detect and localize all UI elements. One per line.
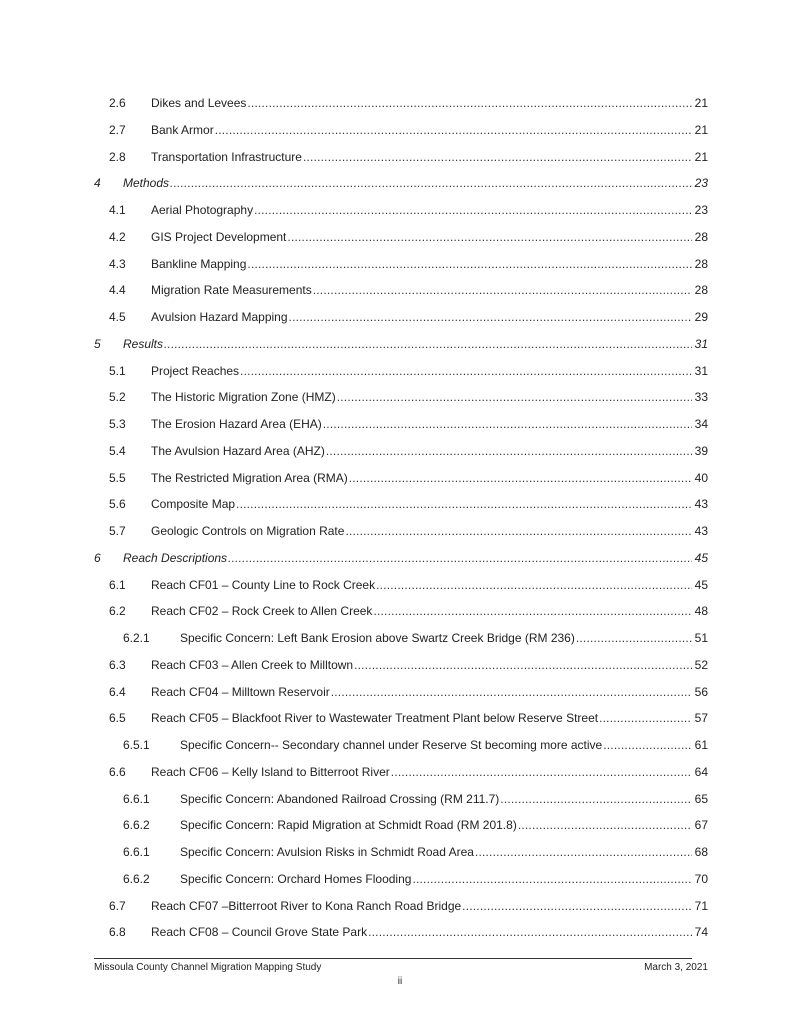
toc-entry-number: 5.4 [109, 443, 126, 458]
toc-entry-title-wrap [151, 281, 692, 299]
toc-entry[interactable] [0, 576, 800, 594]
toc-entry-page: 70 [694, 871, 708, 886]
toc-entry-page: 74 [694, 925, 708, 940]
toc-entry[interactable] [0, 683, 800, 701]
toc-dot-leader [303, 148, 692, 166]
toc-entry-page: 21 [694, 149, 708, 164]
toc-entry[interactable] [0, 790, 800, 808]
toc-entry[interactable] [0, 843, 800, 861]
toc-dot-leader [240, 362, 692, 380]
toc-entry[interactable] [0, 495, 800, 513]
toc-entry-title: Reach CF01 – County Line to Rock Creek [151, 577, 376, 592]
toc-entry-title-wrap [151, 469, 692, 487]
toc-entry-number: 2.8 [109, 149, 126, 164]
toc-dot-leader [354, 656, 692, 674]
toc-entry-title-wrap [151, 495, 692, 513]
toc-dot-leader [368, 923, 692, 941]
toc-entry-title-wrap [151, 602, 692, 620]
toc-entry-number: 6.6 [109, 764, 126, 779]
toc-entry-title: Specific Concern: Orchard Homes Flooding [180, 871, 412, 886]
toc-entry-title: The Historic Migration Zone (HMZ) [151, 390, 336, 405]
toc-dot-leader [475, 843, 692, 861]
toc-entry-page: 64 [694, 764, 708, 779]
toc-entry[interactable] [0, 897, 800, 915]
toc-dot-leader [164, 335, 692, 353]
toc-entry-title: Reach CF05 – Blackfoot River to Wastewater Treatment Plant below Reserve Street [151, 711, 599, 726]
toc-entry-number: 5.3 [109, 417, 126, 431]
toc-entry-page: 40 [694, 470, 708, 485]
toc-dot-leader [599, 709, 692, 727]
toc-entry-title-wrap [151, 897, 692, 915]
toc-entry-number: 5.7 [109, 524, 126, 538]
toc-dot-leader [170, 174, 692, 192]
toc-dot-leader [376, 576, 692, 594]
toc-dot-leader [603, 736, 692, 754]
toc-entry-title-wrap [151, 255, 692, 273]
toc-entry-page: 68 [694, 845, 708, 859]
toc-entry-title: GIS Project Development [151, 229, 287, 244]
toc-entry-number: 6.3 [109, 657, 126, 672]
toc-entry-page: 43 [694, 497, 708, 512]
toc-entry-title: Dikes and Levees [151, 96, 247, 110]
footer-date: March 3, 2021 [644, 962, 708, 973]
toc-entry-number: 2.6 [109, 96, 126, 110]
page-number: ii [397, 976, 403, 987]
toc-entry-title: The Restricted Migration Area (RMA) [151, 470, 348, 485]
footer-divider [94, 958, 692, 959]
toc-entry[interactable] [0, 201, 800, 219]
toc-entry-title-wrap [180, 843, 692, 861]
toc-entry-page: 45 [694, 550, 708, 565]
toc-dot-leader [287, 228, 692, 246]
toc-entry-page: 21 [694, 122, 708, 137]
toc-entry-number: 6.7 [109, 898, 126, 913]
toc-entry-number: 4.1 [109, 203, 126, 217]
toc-entry-page: 52 [694, 657, 708, 672]
toc-entry-title-wrap [123, 549, 692, 567]
toc-entry[interactable] [0, 121, 800, 139]
toc-entry-number: 6.5 [109, 711, 126, 726]
toc-dot-leader [462, 897, 692, 915]
toc-entry-title-wrap [151, 228, 692, 246]
toc-entry-page: 71 [694, 898, 708, 913]
toc-entry-title-wrap [151, 388, 692, 406]
toc-entry[interactable] [0, 816, 800, 834]
toc-entry[interactable] [0, 469, 800, 487]
toc-entry-title: Reach CF04 – Milltown Reservoir [151, 684, 330, 699]
toc-entry-title: Specific Concern: Abandoned Railroad Crossing (RM 211.7) [180, 791, 500, 806]
toc-entry[interactable] [0, 335, 800, 353]
toc-entry[interactable] [0, 148, 800, 166]
toc-entry-number: 6.2.1 [123, 631, 150, 645]
toc-entry[interactable] [0, 656, 800, 674]
toc-entry-title-wrap [151, 308, 692, 326]
toc-entry-title: Results [123, 336, 164, 351]
toc-entry[interactable] [0, 870, 800, 888]
toc-entry-title-wrap [180, 870, 692, 888]
toc-entry[interactable] [0, 255, 800, 273]
toc-dot-leader [345, 522, 692, 540]
toc-entry-title: Avulsion Hazard Mapping [151, 310, 288, 324]
toc-entry-page: 23 [694, 203, 708, 217]
toc-entry-number: 6.1 [109, 577, 126, 592]
toc-entry-title: Bankline Mapping [151, 256, 247, 271]
toc-entry[interactable] [0, 602, 800, 620]
toc-dot-leader [337, 388, 692, 406]
toc-entry-title-wrap [151, 763, 692, 781]
toc-entry-number: 5.2 [109, 390, 126, 405]
toc-entry-number: 5.5 [109, 470, 126, 485]
toc-dot-leader [323, 415, 692, 433]
toc-entry-title-wrap [151, 923, 692, 941]
toc-entry[interactable] [0, 522, 800, 540]
toc-entry-number: 6.6.2 [123, 871, 150, 886]
toc-entry[interactable] [0, 388, 800, 406]
toc-entry[interactable] [0, 174, 800, 192]
toc-entry-page: 28 [694, 229, 708, 244]
toc-entry-page: 57 [694, 711, 708, 726]
toc-entry-page: 61 [694, 738, 708, 752]
toc-entry-title: Reach CF07 –Bitterroot River to Kona Ranch Road Bridge [151, 898, 462, 913]
footer-document-title: Missoula County Channel Migration Mapping Study [94, 962, 322, 973]
toc-entry[interactable] [0, 362, 800, 380]
toc-entry-title: Transportation Infrastructure [151, 149, 302, 164]
toc-entry-title-wrap [180, 790, 692, 808]
toc-dot-leader [254, 201, 692, 219]
toc-entry[interactable] [0, 549, 800, 567]
toc-dot-leader [236, 495, 692, 513]
toc-entry-page: 29 [694, 310, 708, 324]
toc-entry-page: 34 [694, 417, 708, 431]
toc-dot-leader [247, 255, 692, 273]
toc-entry-page: 28 [694, 256, 708, 271]
toc-dot-leader [313, 281, 692, 299]
toc-entry-title: Methods [123, 176, 170, 191]
toc-entry-title: Migration Rate Measurements [151, 283, 312, 298]
toc-entry-page: 31 [694, 336, 708, 351]
toc-entry-page: 45 [694, 577, 708, 592]
toc-entry-page: 67 [694, 818, 708, 833]
toc-entry[interactable] [0, 923, 800, 941]
toc-entry-title: Specific Concern: Rapid Migration at Schmidt Road (RM 201.8) [180, 818, 517, 833]
toc-entry-title-wrap [151, 576, 692, 594]
toc-entry-number: 6.6.1 [123, 791, 150, 806]
toc-entry-title: The Avulsion Hazard Area (AHZ) [151, 443, 325, 458]
toc-entry[interactable] [0, 709, 800, 727]
toc-entry-title-wrap [151, 683, 692, 701]
toc-entry-title-wrap [180, 736, 692, 754]
toc-entry-page: 48 [694, 604, 708, 619]
toc-entry-page: 65 [694, 791, 708, 806]
toc-entry-page: 39 [694, 443, 708, 458]
toc-entry[interactable] [0, 308, 800, 326]
toc-entry-page: 31 [694, 363, 708, 378]
toc-entry-number: 6.8 [109, 925, 126, 940]
toc-dot-leader [289, 308, 692, 326]
toc-entry[interactable] [0, 415, 800, 433]
toc-entry-title: Aerial Photography [151, 203, 254, 217]
toc-entry-title: Project Reaches [151, 363, 240, 378]
toc-entry-number: 4 [94, 176, 101, 191]
toc-entry-title-wrap [151, 656, 692, 674]
toc-entry-page: 33 [694, 390, 708, 405]
toc-entry[interactable] [0, 629, 800, 647]
toc-entry[interactable] [0, 228, 800, 246]
toc-entry-title: The Erosion Hazard Area (EHA) [151, 417, 322, 431]
toc-entry[interactable] [0, 736, 800, 754]
toc-dot-leader [373, 602, 692, 620]
toc-entry-title: Specific Concern-- Secondary channel under Reserve St becoming more active [180, 738, 603, 752]
toc-entry-title: Specific Concern: Left Bank Erosion above Swartz Creek Bridge (RM 236) [180, 631, 575, 645]
toc-entry-number: 5.6 [109, 497, 126, 512]
toc-dot-leader [228, 549, 692, 567]
toc-entry-number: 4.2 [109, 229, 126, 244]
toc-entry-title-wrap [151, 442, 692, 460]
toc-entry-title-wrap [180, 816, 692, 834]
toc-entry-title: Reach CF02 – Rock Creek to Allen Creek [151, 604, 373, 619]
toc-entry-number: 4.4 [109, 283, 126, 298]
toc-entry-number: 6.4 [109, 684, 126, 699]
toc-dot-leader [331, 683, 692, 701]
toc-entry[interactable] [0, 442, 800, 460]
toc-entry-title-wrap [180, 629, 692, 647]
toc-entry-page: 23 [694, 176, 708, 191]
toc-dot-leader [247, 94, 692, 112]
toc-entry-title: Bank Armor [151, 122, 214, 137]
toc-entry-number: 2.7 [109, 122, 126, 137]
toc-dot-leader [326, 442, 692, 460]
toc-entry-title-wrap [151, 362, 692, 380]
toc-entry-number: 5 [94, 336, 101, 351]
toc-entry-number: 6.6.1 [123, 845, 150, 859]
toc-dot-leader [412, 870, 692, 888]
toc-entry-number: 4.5 [109, 310, 126, 324]
toc-entry-number: 6.2 [109, 604, 126, 619]
toc-entry-title-wrap [151, 709, 692, 727]
toc-entry-title: Composite Map [151, 497, 236, 512]
toc-entry-page: 43 [694, 524, 708, 538]
toc-dot-leader [391, 763, 692, 781]
toc-entry-number: 5.1 [109, 363, 126, 378]
toc-dot-leader [576, 629, 692, 647]
toc-entry-title: Geologic Controls on Migration Rate [151, 524, 345, 538]
toc-entry[interactable] [0, 281, 800, 299]
toc-entry-number: 6.6.2 [123, 818, 150, 833]
toc-entry-title-wrap [151, 94, 692, 112]
toc-entry-number: 6.5.1 [123, 738, 150, 752]
toc-entry-number: 6 [94, 550, 101, 565]
toc-dot-leader [518, 816, 692, 834]
toc-entry-title: Reach Descriptions [123, 550, 228, 565]
toc-dot-leader [500, 790, 692, 808]
toc-entry-number: 4.3 [109, 256, 126, 271]
toc-entry-title-wrap [151, 148, 692, 166]
toc-entry-title-wrap [123, 174, 692, 192]
toc-dot-leader [349, 469, 692, 487]
toc-entry-page: 56 [694, 684, 708, 699]
toc-entry-title: Specific Concern: Avulsion Risks in Schmidt Road Area [180, 845, 474, 859]
toc-entry-page: 21 [694, 96, 708, 110]
toc-entry-title-wrap [151, 522, 692, 540]
toc-entry-page: 51 [694, 631, 708, 645]
toc-entry-title: Reach CF03 – Allen Creek to Milltown [151, 657, 354, 672]
toc-entry[interactable] [0, 94, 800, 112]
toc-entry-title-wrap [151, 201, 692, 219]
toc-dot-leader [215, 121, 692, 139]
toc-entry[interactable] [0, 763, 800, 781]
toc-entry-title: Reach CF08 – Council Grove State Park [151, 925, 368, 940]
toc-entry-title-wrap [151, 121, 692, 139]
toc-entry-title-wrap [123, 335, 692, 353]
toc-entry-title: Reach CF06 – Kelly Island to Bitterroot River [151, 764, 390, 779]
toc-entry-page: 28 [694, 283, 708, 298]
toc-entry-title-wrap [151, 415, 692, 433]
